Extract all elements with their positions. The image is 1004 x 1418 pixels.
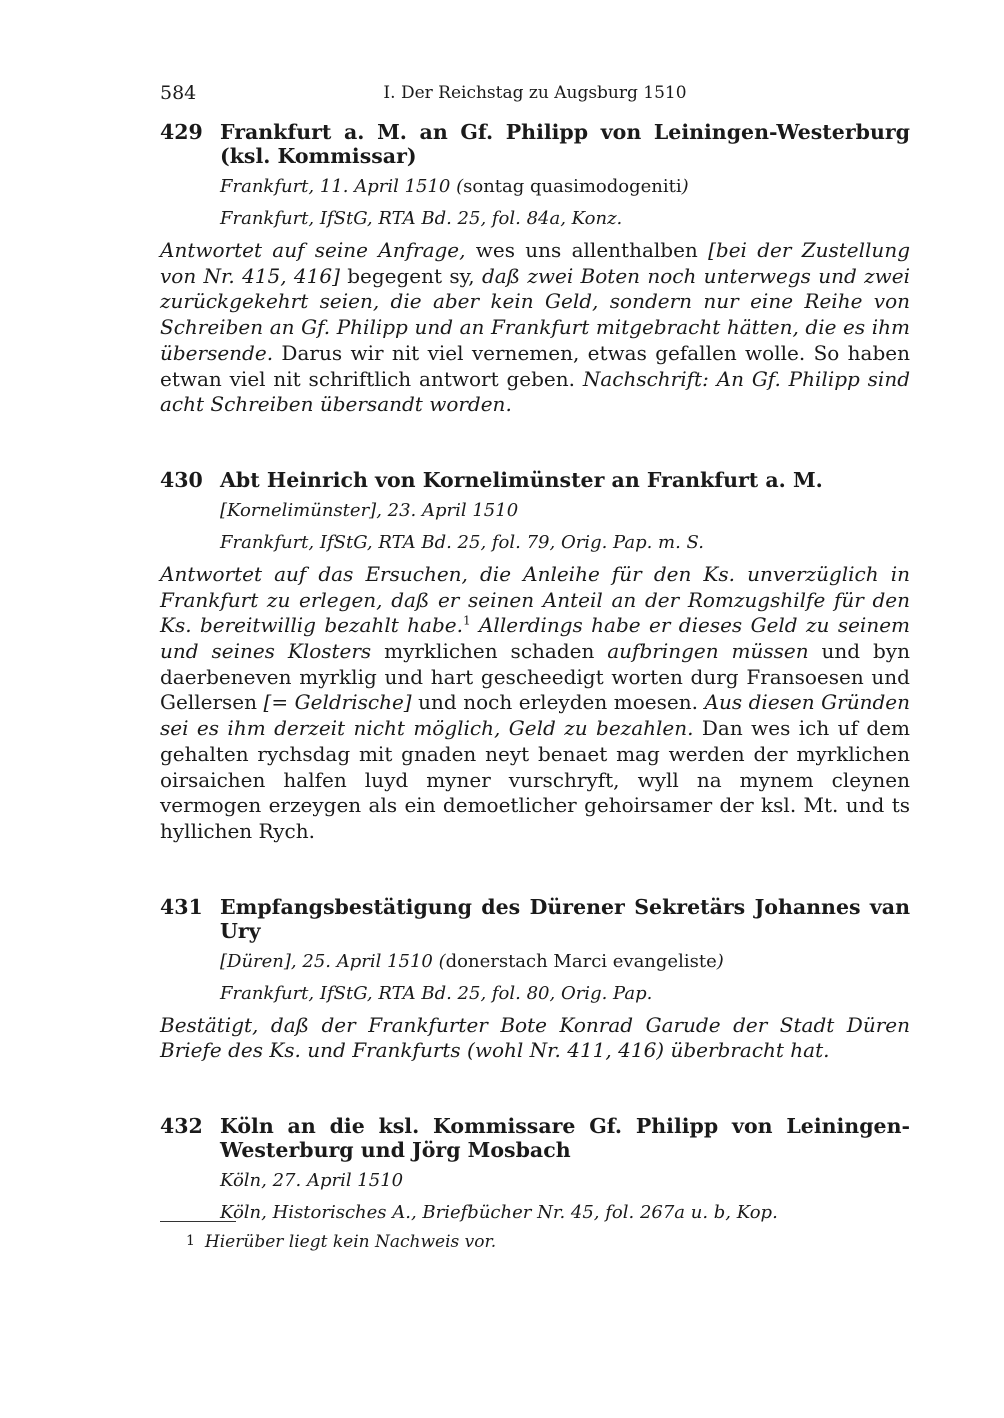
text-segment: [bei der Zustellung von Nr. 415, 416] xyxy=(160,238,910,288)
entry-number: 430 xyxy=(160,467,203,492)
entry-heading xyxy=(160,895,910,943)
entry-number: 431 xyxy=(160,894,203,919)
text-segment: myrklichen schaden xyxy=(371,639,608,664)
entry-body xyxy=(160,1013,910,1064)
entry-date: Frankfurt, 11. April 1510 (sontag quasimodogeniti) xyxy=(220,176,689,197)
text-segment: Aus diesen Gründen sei es ihm derzeit nicht möglich, Geld zu bezahlen. xyxy=(160,690,911,741)
footnote-mark[interactable]: 1 xyxy=(462,613,471,628)
text-segment: Nachschrift: An Gf. Philipp sind acht Schreiben übersandt worden. xyxy=(160,366,910,417)
entry-source: Frankfurt, IfStG, RTA Bd. 25, fol. 79, Orig. Pap. m. S. xyxy=(220,531,704,553)
entry-title: Abt Heinrich von Kornelimünster an Frankfurt a. M. xyxy=(220,467,823,492)
footnote-number: 1 xyxy=(186,1233,195,1249)
entry-date: [Kornelimünster], 23. April 1510 xyxy=(220,499,519,521)
entry-431 xyxy=(160,895,910,1064)
entry-429 xyxy=(160,120,910,418)
entry-432 xyxy=(160,1114,910,1226)
entry-number: 432 xyxy=(160,1114,203,1139)
footnote-divider xyxy=(160,1221,236,1222)
text-segment: Darus wir nit viel vernemen, etwas gefallen wolle. So haben etwan viel nit schriftlich antwort geben. xyxy=(160,340,910,391)
entry-title: Empfangsbestätigung des Dürener Sekretärs Johannes van Ury xyxy=(220,894,910,943)
text-segment: und noch erleyden moesen. xyxy=(411,690,705,715)
running-title: I. Der Reichstag zu Augsburg 1510 xyxy=(383,83,687,103)
text-segment: begegent sy, xyxy=(339,263,482,288)
page-number: 584 xyxy=(160,82,197,104)
entry-meta xyxy=(220,498,910,556)
footnote-text: Hierüber liegt kein Nachweis vor. xyxy=(204,1232,497,1252)
entry-heading xyxy=(160,120,910,168)
entry-source: Frankfurt, IfStG, RTA Bd. 25, fol. 84a, Konz. xyxy=(220,208,623,229)
entry-body xyxy=(160,238,910,418)
entry-heading xyxy=(160,1114,910,1162)
entry-body xyxy=(160,562,910,845)
entry-title: Frankfurt a. M. an Gf. Philipp von Leiningen-Westerburg (ksl. Kommissar) xyxy=(220,120,910,168)
text-segment: Allerdings habe er dieses Geld zu seinem und seines Klosters xyxy=(160,613,910,664)
document-page xyxy=(160,78,910,1232)
entry-heading xyxy=(160,468,910,492)
entry-title: Köln an die ksl. Kommissare Gf. Philipp von Leiningen-Westerburg und Jörg Mosbach xyxy=(220,1114,910,1163)
entry-meta xyxy=(220,1168,910,1226)
text-segment: aufbringen müssen xyxy=(607,639,809,664)
entry-source: Köln, Historisches A., Briefbücher Nr. 45, fol. 267a u. b, Kop. xyxy=(220,1202,778,1224)
text-segment: Antwortet auf seine Anfrage, xyxy=(160,238,466,262)
running-head xyxy=(160,78,910,108)
entry-date: [Düren], 25. April 1510 (donerstach Marci evangeliste) xyxy=(220,950,724,972)
entry-430 xyxy=(160,468,910,845)
text-segment: Bestätigt, daß der Frankfurter Bote Konrad Garude der Stadt Düren Briefe des Ks. und Frankfurts (wohl Nr. 411, 416) überbracht hat. xyxy=(160,1012,910,1063)
text-segment: wes uns allenthalben xyxy=(465,238,709,262)
entry-date: Köln, 27. April 1510 xyxy=(220,1170,404,1192)
footnote xyxy=(186,1229,496,1254)
text-segment: daß zwei Boten noch unterwegs und zwei zurückgekehrt seien, die aber kein Geld, sondern nur eine Reihe von Schreiben an Gf. Philipp und an Frankfurt mitgebracht hätten, die es ihm übersende. xyxy=(160,263,910,365)
entry-number: 429 xyxy=(160,120,203,144)
text-segment: und byn daerbeneven myrklig und hart gescheedigt worten durg Fransoesen und Gellersen xyxy=(160,639,910,715)
entry-meta xyxy=(220,174,910,232)
entry-meta xyxy=(220,949,910,1007)
text-segment: Antwortet auf das Ersuchen, die Anleihe für den Ks. unverzüglich in Frankfurt zu erlegen, daß er seinen Anteil an der Romzugshilfe für den Ks. bereitwillig bezahlt habe. xyxy=(160,561,910,638)
text-segment: Dan wes ich uf dem gehalten rychsdag mit gnaden neyt benaet mag werden der myrklichen oirsaichen halfen luyd myner vurschryft, wyll na mynem cleynen vermogen erzeygen als ein demoetlicher gehoirsamer der ksl. Mt. und ts hyllichen Rych. xyxy=(160,716,910,843)
text-segment: [= Geldrische] xyxy=(263,690,412,715)
entry-source: Frankfurt, IfStG, RTA Bd. 25, fol. 80, Orig. Pap. xyxy=(220,982,653,1004)
